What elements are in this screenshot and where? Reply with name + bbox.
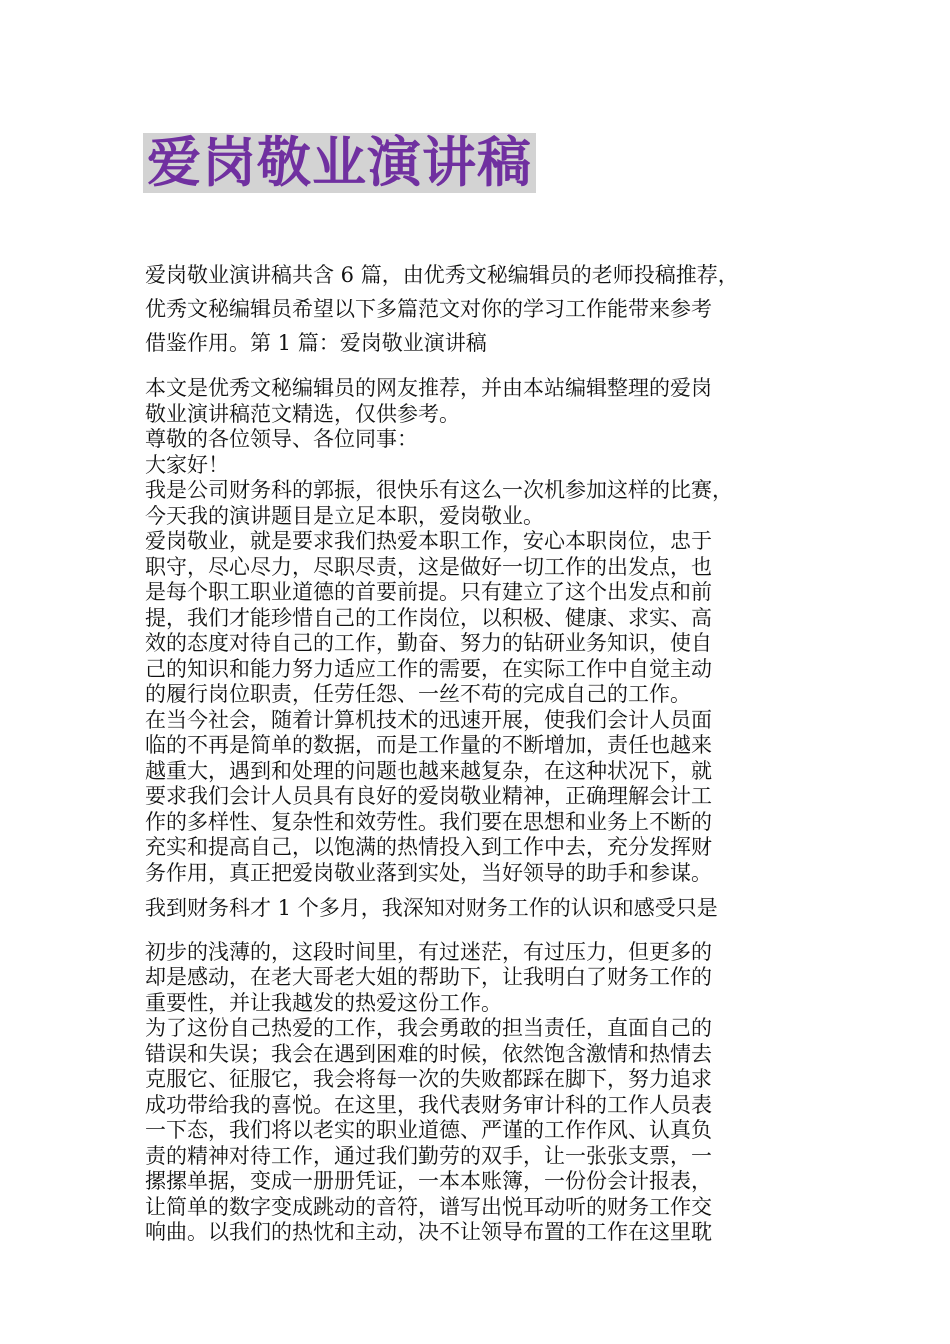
paragraph-line: 的履行岗位职责，任劳任怨、一丝不苟的完成自己的工作。	[145, 682, 691, 706]
paragraph-line: 重要性，并让我越发的热爱这份工作。	[145, 990, 502, 1015]
paragraph-line: 响曲。以我们的热忱和主动，决不让领导布置的工作在这里耽	[145, 1220, 712, 1244]
paragraph-line: 今天我的演讲题目是立足本职，爱岗敬业。	[145, 503, 544, 528]
paragraph-line: 错误和失误；我会在遇到困难的时候，依然饱含激情和热情去	[145, 1041, 712, 1066]
paragraph-line: 提，我们才能珍惜自己的工作岗位，以积极、健康、求实、高	[145, 605, 712, 630]
paragraph-line: 初步的浅薄的，这段时间里，有过迷茫，有过压力，但更多的	[145, 939, 712, 964]
intro-line: 优秀文秘编辑员希望以下多篇范文对你的学习工作能带来参考	[145, 297, 712, 321]
paragraph-line: 务作用，真正把爱岗敬业落到实处，当好领导的助手和参谋。	[145, 860, 712, 885]
paragraph-line: 己的知识和能力努力适应工作的需要，在实际工作中自觉主动	[145, 656, 712, 681]
intro-line: 借鉴作用。第 1 篇：爱岗敬业演讲稿	[145, 331, 487, 355]
paragraph	[145, 478, 815, 529]
paragraph-line: 临的不再是简单的数据，而是工作量的不断增加，责任也越来	[145, 733, 712, 757]
paragraph	[145, 529, 815, 708]
paragraph-line: 敬业演讲稿范文精选，仅供参考。	[145, 401, 460, 426]
paragraph-line: 为了这份自己热爱的工作，我会勇敢的担当责任，直面自己的	[145, 1016, 712, 1040]
paragraph-line: 在当今社会，随着计算机技术的迅速开展，使我们会计人员面	[145, 707, 712, 732]
paragraph-line: 爱岗敬业，就是要求我们热爱本职工作，安心本职岗位，忠于	[145, 529, 712, 553]
paragraph-line: 越重大，遇到和处理的问题也越来越复杂，在这种状况下，就	[145, 758, 712, 783]
paragraph-line: 充实和提高自己，以饱满的热情投入到工作中去，充分发挥财	[145, 835, 712, 859]
paragraph-line: 尊敬的各位领导、各位同事：	[145, 427, 418, 451]
paragraph-line: 作的多样性、复杂性和效劳性。我们要在思想和业务上不断的	[145, 809, 712, 834]
paragraph-line: 效的态度对待自己的工作，勤奋、努力的钻研业务知识，使自	[145, 631, 712, 655]
paragraph	[145, 896, 815, 1016]
paragraph-line: 我到财务科才 1 个多月，我深知对财务工作的认识和感受只是	[145, 896, 718, 920]
paragraph	[145, 376, 815, 427]
paragraph	[145, 427, 815, 453]
paragraph-line: 成功带给我的喜悦。在这里，我代表财务审计科的工作人员表	[145, 1092, 712, 1117]
paragraph-line: 责的精神对待工作，通过我们勤劳的双手，让一张张支票，一	[145, 1143, 712, 1168]
title-wrap	[143, 133, 536, 193]
intro-line: 爱岗敬业演讲稿共含 6 篇，由优秀文秘编辑员的老师投稿推荐，	[145, 263, 739, 287]
essay-body	[145, 376, 815, 1246]
paragraph-line: 摞摞单据，变成一册册凭证，一本本账簿，一份份会计报表，	[145, 1169, 712, 1193]
intro-paragraph	[145, 258, 815, 360]
paragraph-line: 克服它、征服它，我会将每一次的失败都踩在脚下，努力追求	[145, 1067, 712, 1091]
paragraph-line: 我是公司财务科的郭振，很快乐有这么一次机参加这样的比赛，	[145, 478, 733, 502]
paragraph-line: 是每个职工职业道德的首要前提。只有建立了这个出发点和前	[145, 580, 712, 604]
paragraph	[145, 453, 815, 479]
paragraph-line: 大家好！	[145, 452, 229, 477]
paragraph-line: 一下态，我们将以老实的职业道德、严谨的工作作风、认真负	[145, 1118, 712, 1142]
paragraph-line: 让简单的数字变成跳动的音符，谱写出悦耳动听的财务工作交	[145, 1194, 712, 1219]
paragraph	[145, 1016, 815, 1246]
paragraph	[145, 708, 815, 887]
paragraph-line: 却是感动，在老大哥老大姐的帮助下，让我明白了财务工作的	[145, 965, 712, 989]
paragraph-line: 要求我们会计人员具有良好的爱岗敬业精神，正确理解会计工	[145, 784, 712, 808]
document-title: 爱岗敬业演讲稿	[143, 133, 536, 193]
paragraph-line: 本文是优秀文秘编辑员的网友推荐，并由本站编辑整理的爱岗	[145, 376, 712, 400]
paragraph-line: 职守，尽心尽力，尽职尽责，这是做好一切工作的出发点，也	[145, 554, 712, 579]
document-body	[145, 258, 815, 1246]
